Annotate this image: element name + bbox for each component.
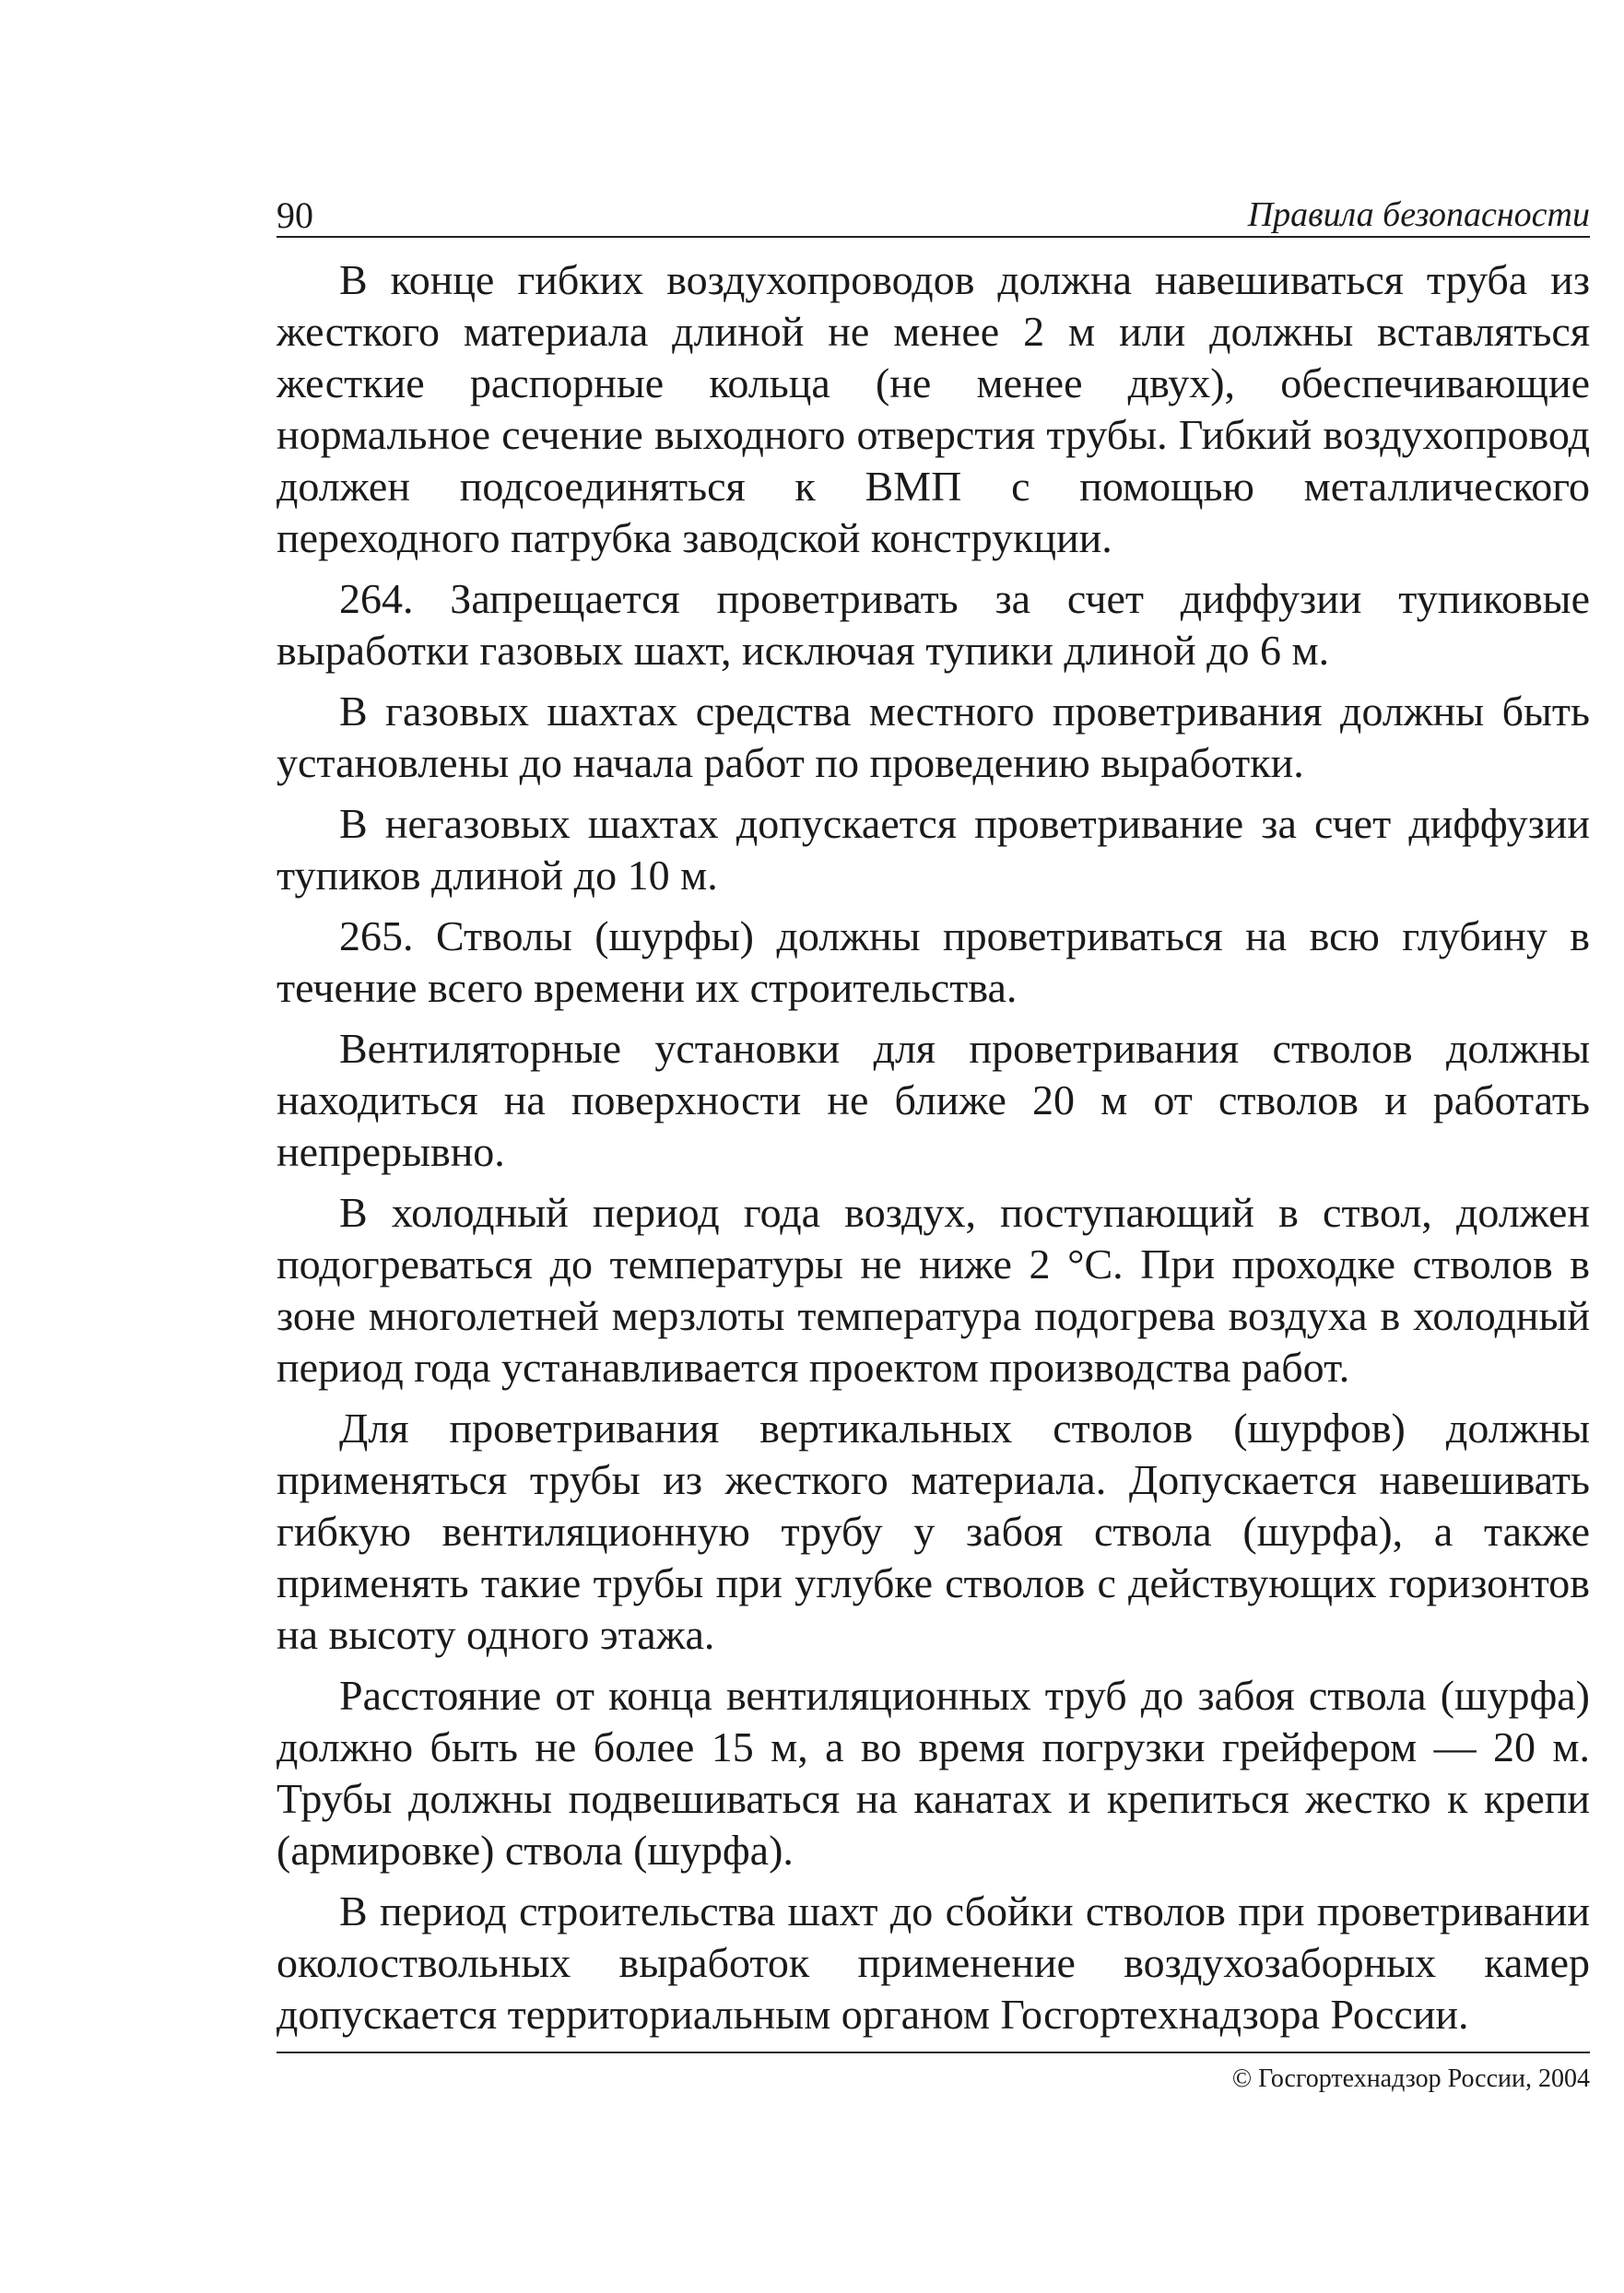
paragraph: В негазовых шахтах допускается проветривание за счет диффузии тупиков длиной до 10 м. bbox=[277, 800, 1590, 899]
paragraph: В газовых шахтах средства местного проветривания должны быть установлены до начала работ по проведению выработки. bbox=[277, 688, 1590, 786]
page-header bbox=[277, 184, 1590, 238]
paragraph: В период строительства шахт до сбойки стволов при проветривании околоствольных выработок применение воздухозаборных камер допускается территориальным органом Госгортехнадзора России. bbox=[277, 1887, 1590, 2038]
paragraph: 265. Стволы (шурфы) должны проветриваться на всю глубину в течение всего времени их строительства. bbox=[277, 912, 1590, 1011]
paragraph: Вентиляторные установки для проветривания стволов должны находиться на поверхности не ближе 20 м от стволов и работать непрерывно. bbox=[277, 1025, 1590, 1175]
paragraph: В конце гибких воздухопроводов должна навешиваться труба из жесткого материала длиной не менее 2 м или должны вставляться жесткие распорные кольца (не менее двух), обеспечивающие нормальное сечение выходного отверстия трубы. Гибкий воздухопровод должен подсоединяться к ВМП с помощью металлического переходного патрубка заводской конструкции. bbox=[277, 256, 1590, 561]
body-text bbox=[277, 254, 1590, 2040]
paragraph: Для проветривания вертикальных стволов (шурфов) должны применяться трубы из жесткого материала. Допускается навешивать гибкую вентиляционную трубу у забоя ствола (шурфа), а также применять такие трубы при углубке стволов с действующих горизонтов на высоту одного этажа. bbox=[277, 1405, 1590, 1658]
paragraph: 264. Запрещается проветривать за счет диффузии тупиковые выработки газовых шахт, исключая тупики длиной до 6 м. bbox=[277, 575, 1590, 674]
running-head: Правила безопасности bbox=[1247, 195, 1590, 234]
page-number: 90 bbox=[277, 194, 313, 236]
footer-divider bbox=[277, 2052, 1590, 2053]
paragraph: В холодный период года воздух, поступающий в ствол, должен подогреваться до температуры не ниже 2 °С. При проходке стволов в зоне многолетней мерзлоты температура подогрева воздуха в холодный период года устанавливается проектом производства работ. bbox=[277, 1189, 1590, 1391]
document-page bbox=[277, 184, 1590, 2094]
paragraph: Расстояние от конца вентиляционных труб до забоя ствола (шурфа) должно быть не более 15 м, а во время погрузки грейфером — 20 м. Трубы должны подвешиваться на канатах и крепиться жестко к крепи (армировке) ствола (шурфа). bbox=[277, 1672, 1590, 1874]
copyright-notice: © Госгортехнадзор России, 2004 bbox=[1231, 2064, 1590, 2093]
